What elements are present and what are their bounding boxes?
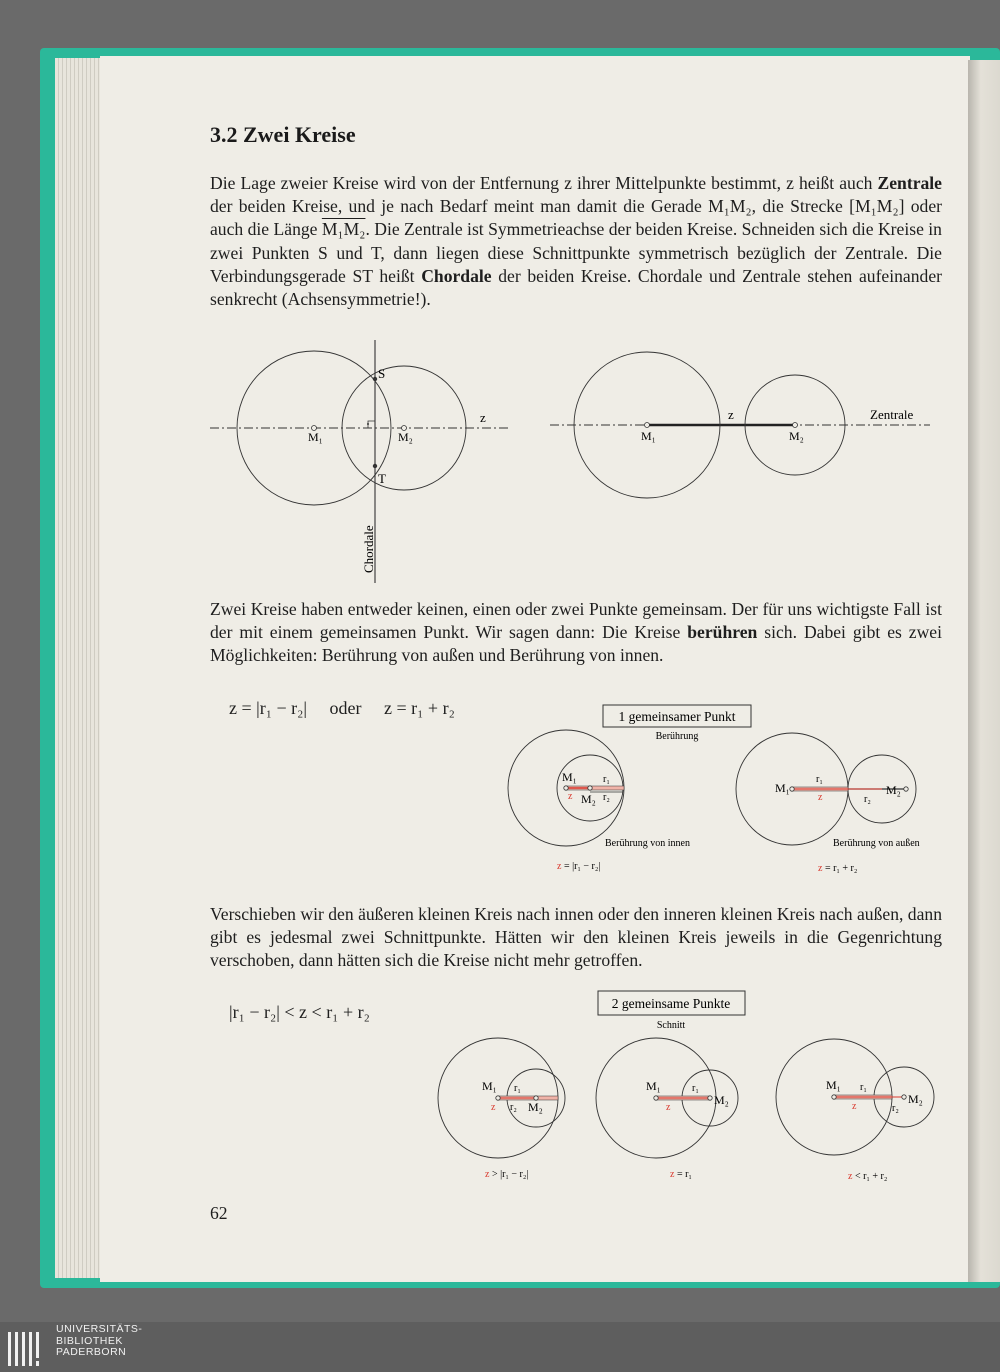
library-line-2: BIBLIOTHEK [56, 1334, 123, 1347]
length-m1m2: M₁M₂ [321, 219, 366, 240]
outer-label-z: z [818, 792, 823, 803]
case-a-label-r1: r₁ [514, 1083, 521, 1094]
caption-inner: Berührung von innen [605, 838, 690, 849]
point-s [373, 377, 377, 381]
footer-bar [0, 1322, 1000, 1372]
case-a-formula: > |r₁ − r₂| [489, 1169, 529, 1180]
paragraph-1 [210, 172, 942, 311]
svg-text:z = r₁ + r₂ [818, 863, 857, 874]
label-m2: M₂ [398, 430, 413, 444]
label-m1: M₁ [641, 429, 656, 443]
caption-outer: Berührung von außen [833, 838, 920, 849]
case-a-formula-z: z [485, 1169, 490, 1180]
figure-disjoint-circles [545, 345, 935, 505]
library-name [56, 1324, 142, 1359]
label-m1: M₁ [308, 430, 323, 444]
outer-center-m2 [904, 787, 908, 791]
inner-label-z: z [568, 791, 573, 802]
inner-label-m1: M₁ [562, 770, 577, 784]
center-m1 [645, 423, 650, 428]
outer-center-m1 [790, 787, 794, 791]
figure-tangent-circles [500, 700, 945, 880]
label-m2: M₂ [789, 429, 804, 443]
case-c-label-r1: r₁ [860, 1082, 867, 1093]
right-angle-mark [368, 421, 375, 428]
label-z: z [728, 407, 734, 422]
para1-text-e: . Die Zentrale ist Symmetrieachse der beiden Kreise. Schneiden sich die Kreise in zwei Punkten S und T, dann liegen diese Schnittpunkte symmetrisch bezüglich der Zentrale. Die Verbindungsgerade ST heißt [210, 219, 942, 286]
figure-intersecting-circles [200, 335, 520, 585]
term-zentrale: Zentrale [877, 173, 942, 193]
library-logo-icon [6, 1326, 46, 1368]
label-z: z [480, 410, 486, 425]
term-beruehren: berühren [687, 622, 758, 643]
next-page-edge [968, 60, 1000, 1282]
case-c-center-m1 [832, 1095, 836, 1099]
case-a-label-r2: r₂ [510, 1102, 517, 1113]
svg-text:z < r₁ + r₂ [848, 1171, 887, 1182]
right-angle-dot [367, 423, 369, 425]
point-t [373, 464, 377, 468]
case-b-center-m1 [654, 1096, 658, 1100]
case-c-formula-z: z [848, 1171, 853, 1182]
figure-intersection-cases [430, 985, 940, 1190]
center-m2 [793, 423, 798, 428]
library-line-3: PADERBORN [56, 1346, 127, 1358]
case-b-label-z: z [666, 1102, 671, 1113]
outer-label-m1: M₁ [775, 781, 790, 795]
outer-label-r2: r₂ [864, 794, 871, 805]
inner-center-m1 [564, 786, 568, 790]
inner-center-m2 [588, 786, 592, 790]
paragraph-2 [210, 598, 942, 668]
outer-label-m2: M₂ [886, 783, 901, 797]
inner-formula-z: z [557, 861, 562, 872]
para1-text-g: der beiden Kreise. Chordale und Zentrale stehen aufeinander senkrecht (Achsensymmetrie!). [210, 265, 942, 310]
case-b-center-m2 [708, 1096, 712, 1100]
case-c-center-m2 [902, 1095, 906, 1099]
svg-text:z = |r₁ − r₂| [557, 861, 600, 872]
inner-label-r2: r₂ [603, 792, 610, 803]
inner-label-m2: M₂ [581, 792, 596, 806]
case-a-label-m2: M₂ [528, 1100, 543, 1114]
para1-text-c: der beiden Kreise, und je nach Bedarf meint man damit die Gerade M₁M₂, die Strecke [M₁M₂] oder auch die Länge [210, 196, 942, 240]
label-zentrale: Zentrale [870, 407, 914, 422]
box-one-point-label: 1 gemeinsamer Punkt [618, 709, 736, 724]
case-b-formula: = r₁ [674, 1169, 692, 1180]
case-a-center-m1 [496, 1096, 500, 1100]
term-chordale: Chordale [421, 265, 492, 286]
library-line-1: UNIVERSITÄTS- [56, 1323, 143, 1335]
case-b-label-m2: M₂ [714, 1093, 729, 1107]
label-chordale: Chordale [361, 525, 376, 573]
case-b-label-m1: M₁ [646, 1079, 661, 1093]
outer-label-r1: r₁ [816, 774, 823, 785]
label-s: S [378, 366, 386, 381]
svg-text:z > |r₁ − r₂| [485, 1169, 528, 1180]
formula-intersection: |r₁ − r₂| < z < r₁ + r₂ [229, 1002, 370, 1022]
formula-tangency: z = |r₁ − r₂| oder z = r₁ + r₂ [229, 698, 455, 718]
subtitle-beruehrung: Berührung [655, 731, 699, 742]
case-c-label-m2: M₂ [908, 1092, 923, 1106]
case-c-label-r2: r₂ [892, 1103, 899, 1114]
paragraph-3: Verschieben wir den äußeren kleinen Kreis nach innen oder den inneren kleinen Kreis nach außen, dann gibt es jedesmal zwei Schnittpunkte. Hätten wir den kleinen Kreis jeweils in die Gegenrichtung verschoben, dann hätten sich die Kreise nicht mehr getroffen. [210, 904, 942, 971]
svg-text:z = r₁ [670, 1169, 692, 1180]
page-number: 62 [210, 1203, 228, 1223]
subtitle-schnitt: Schnitt [656, 1020, 686, 1031]
label-t: T [378, 471, 386, 486]
case-c-label-z: z [852, 1101, 857, 1112]
box-two-points-label: 2 gemeinsame Punkte [611, 996, 731, 1011]
para2-text-c: sich. Dabei gibt es zwei Möglichkeiten: Berührung von außen und Berührung von innen. [210, 622, 942, 666]
inner-label-r1: r₁ [603, 774, 610, 785]
para2-text-a: Zwei Kreise haben entweder keinen, einen oder zwei Punkte gemeinsam. Der für uns wichtigste Fall ist der mit einem gemeinsamen Punkt. Wir sagen dann: Die Kreise [210, 599, 942, 643]
outer-formula: = r₁ + r₂ [822, 863, 858, 874]
outer-formula-z: z [818, 863, 823, 874]
case-b-formula-z: z [670, 1169, 675, 1180]
case-c-formula: < r₁ + r₂ [852, 1171, 888, 1182]
case-c-label-m1: M₁ [826, 1078, 841, 1092]
case-a-label-m1: M₁ [482, 1079, 497, 1093]
case-b-label-r1: r₁ [692, 1083, 699, 1094]
case-a-label-z: z [491, 1102, 496, 1113]
section-heading: 3.2 Zwei Kreise [210, 122, 356, 147]
para1-text-a: Die Lage zweier Kreise wird von der Entfernung z ihrer Mittelpunkte bestimmt, z heißt auch [210, 173, 878, 193]
inner-formula: = |r₁ − r₂| [561, 861, 601, 872]
